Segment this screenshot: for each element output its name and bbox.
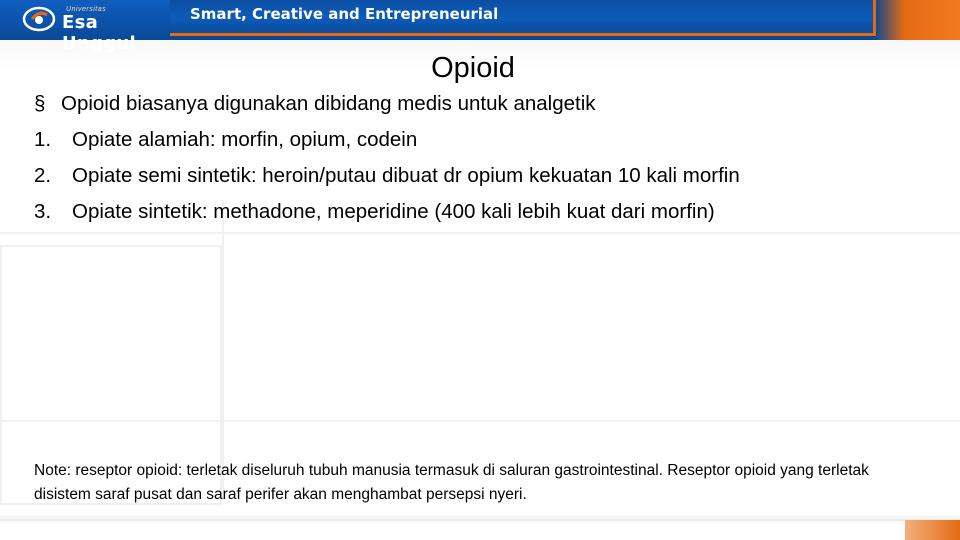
list-item-text: Opiate sintetik: methadone, meperidine (400 kali lebih kuat dari morfin) [72, 200, 715, 223]
content-list [34, 90, 934, 234]
list-item [34, 162, 934, 198]
header-accent [874, 0, 960, 40]
logo-university-label: Universitas [66, 6, 107, 13]
list-item [34, 126, 934, 162]
list-item-text: Opiate alamiah: morfin, opium, codein [72, 128, 418, 151]
slide-title-text: Opioid [431, 52, 515, 84]
header-tagline: Smart, Creative and Entrepreneurial [190, 5, 499, 23]
slide-title [0, 52, 946, 85]
logo [0, 0, 170, 54]
list-number: 2. [34, 164, 52, 187]
list-number: 3. [34, 200, 52, 223]
footer-line [0, 519, 960, 521]
bullet-icon: § [34, 92, 46, 115]
list-item-text: Opioid biasanya digunakan dibidang medis untuk analgetik [61, 92, 596, 115]
list-item [34, 90, 934, 126]
logo-name: Esa Unggul [62, 12, 136, 54]
list-item [34, 198, 934, 234]
university-logo-icon [22, 6, 56, 32]
list-number: 1. [34, 128, 52, 151]
list-item-text: Opiate semi sintetik: heroin/putau dibuat dr opium kekuatan 10 kali morfin [72, 164, 740, 187]
footer-accent [905, 520, 960, 540]
decorative-line [222, 200, 224, 500]
footnote: Note: reseptor opioid: terletak diseluruh tubuh manusia termasuk di saluran gastrointestinal. Reseptor opioid yang terletak disistem saraf pusat dan saraf perifer akan menghambat persepsi nyeri. [34, 462, 869, 503]
